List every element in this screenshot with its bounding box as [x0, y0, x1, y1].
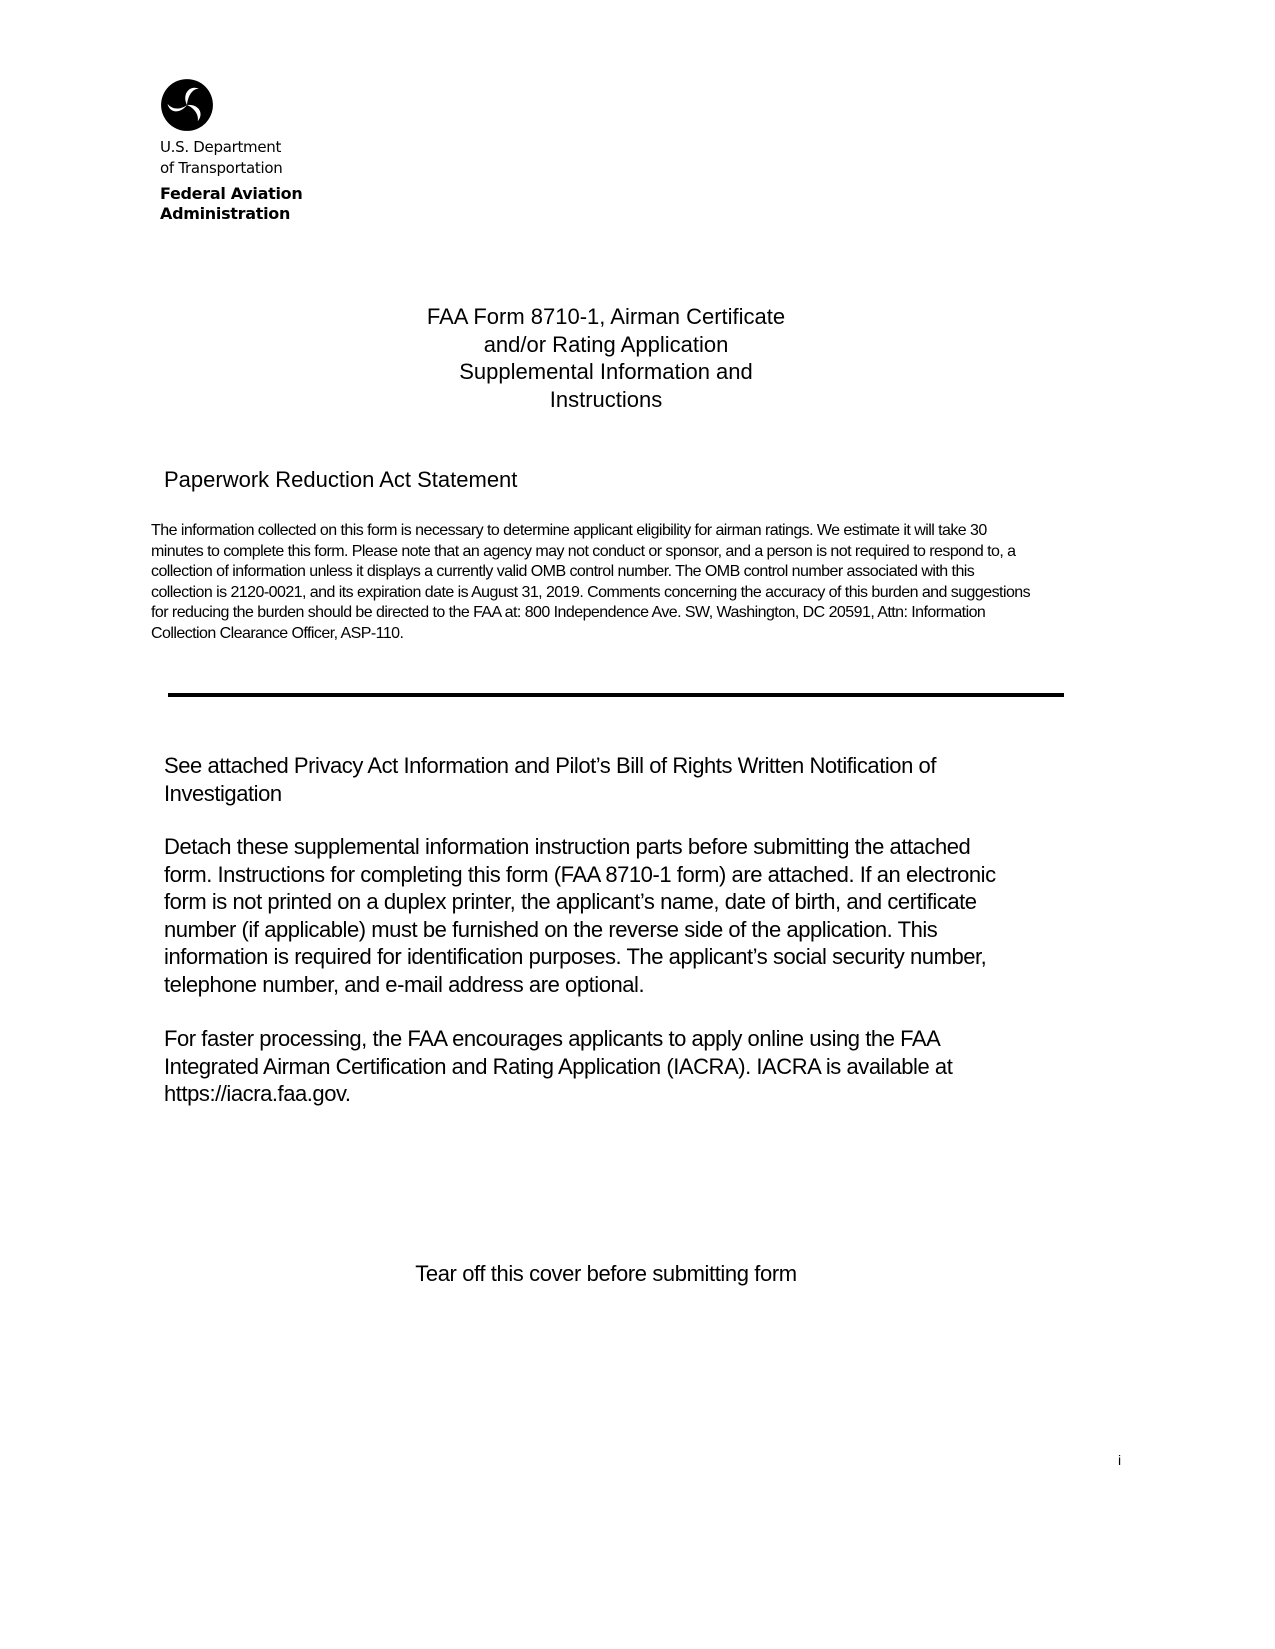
pra-line: for reducing the burden should be directed to the FAA at: 800 Independence Ave. SW, Washington, DC 20591, Attn: Information [151, 604, 986, 622]
privacy-line: See attached Privacy Act Information and Pilot’s Bill of Rights Written Notification of [164, 753, 936, 778]
dot-triskelion-icon [160, 78, 214, 132]
pra-line: minutes to complete this form. Please note that an agency may not conduct or sponsor, and a person is not required to respond to, a [151, 542, 1016, 560]
title-line: FAA Form 8710-1, Airman Certificate [426, 304, 786, 329]
page-number: i [1118, 1452, 1122, 1468]
horizontal-divider [168, 693, 1064, 697]
detach-line: information is required for identification purposes. The applicant’s social security number, [164, 944, 987, 969]
pra-line: collection is 2120-0021, and its expiration date is August 31, 2019. Comments concerning the accuracy of this burden and suggestions [151, 583, 1031, 601]
pra-line: The information collected on this form is necessary to determine applicant eligibility for airman ratings. We estimate it will take 30 [151, 522, 987, 539]
detach-line: number (if applicable) must be furnished on the reverse side of the application. This [164, 916, 938, 942]
dot-faa-logo [160, 78, 302, 224]
pra-line: collection of information unless it displays a currently valid OMB control number. The OMB control number associated with this [151, 563, 975, 581]
detach-instructions [164, 833, 996, 998]
agency-name-line4: Administration [160, 204, 291, 223]
detach-line: telephone number, and e-mail address are optional. [164, 971, 645, 997]
title-line: Instructions [549, 386, 663, 412]
privacy-line: Investigation [164, 780, 282, 806]
pra-line: Collection Clearance Officer, ASP-110. [151, 624, 404, 642]
online-processing-note [164, 1025, 952, 1108]
tear-off-note: Tear off this cover before submitting form [415, 1261, 797, 1286]
detach-line: form is not printed on a duplex printer, the applicant’s name, date of birth, and certificate [164, 889, 977, 914]
privacy-notice [164, 752, 936, 807]
faster-line: For faster processing, the FAA encourages applicants to apply online using the FAA [164, 1026, 941, 1051]
pra-heading: Paperwork Reduction Act Statement [164, 467, 518, 492]
faster-line: Integrated Airman Certification and Rating Application (IACRA). IACRA is available at [164, 1053, 953, 1079]
agency-name-line2: of Transportation [160, 159, 283, 177]
document-title [0, 303, 1212, 413]
agency-name-line1: U.S. Department [160, 138, 282, 156]
title-line: Supplemental Information and [459, 359, 753, 384]
iacra-link: https://iacra.faa.gov. [164, 1081, 351, 1106]
title-line: and/or Rating Application [483, 331, 729, 357]
detach-line: form. Instructions for completing this form (FAA 8710-1 form) are attached. If an electronic [164, 861, 996, 887]
detach-line: Detach these supplemental information instruction parts before submitting the attached [164, 834, 971, 859]
agency-name-line3: Federal Aviation [160, 184, 303, 203]
pra-statement [151, 521, 1030, 645]
